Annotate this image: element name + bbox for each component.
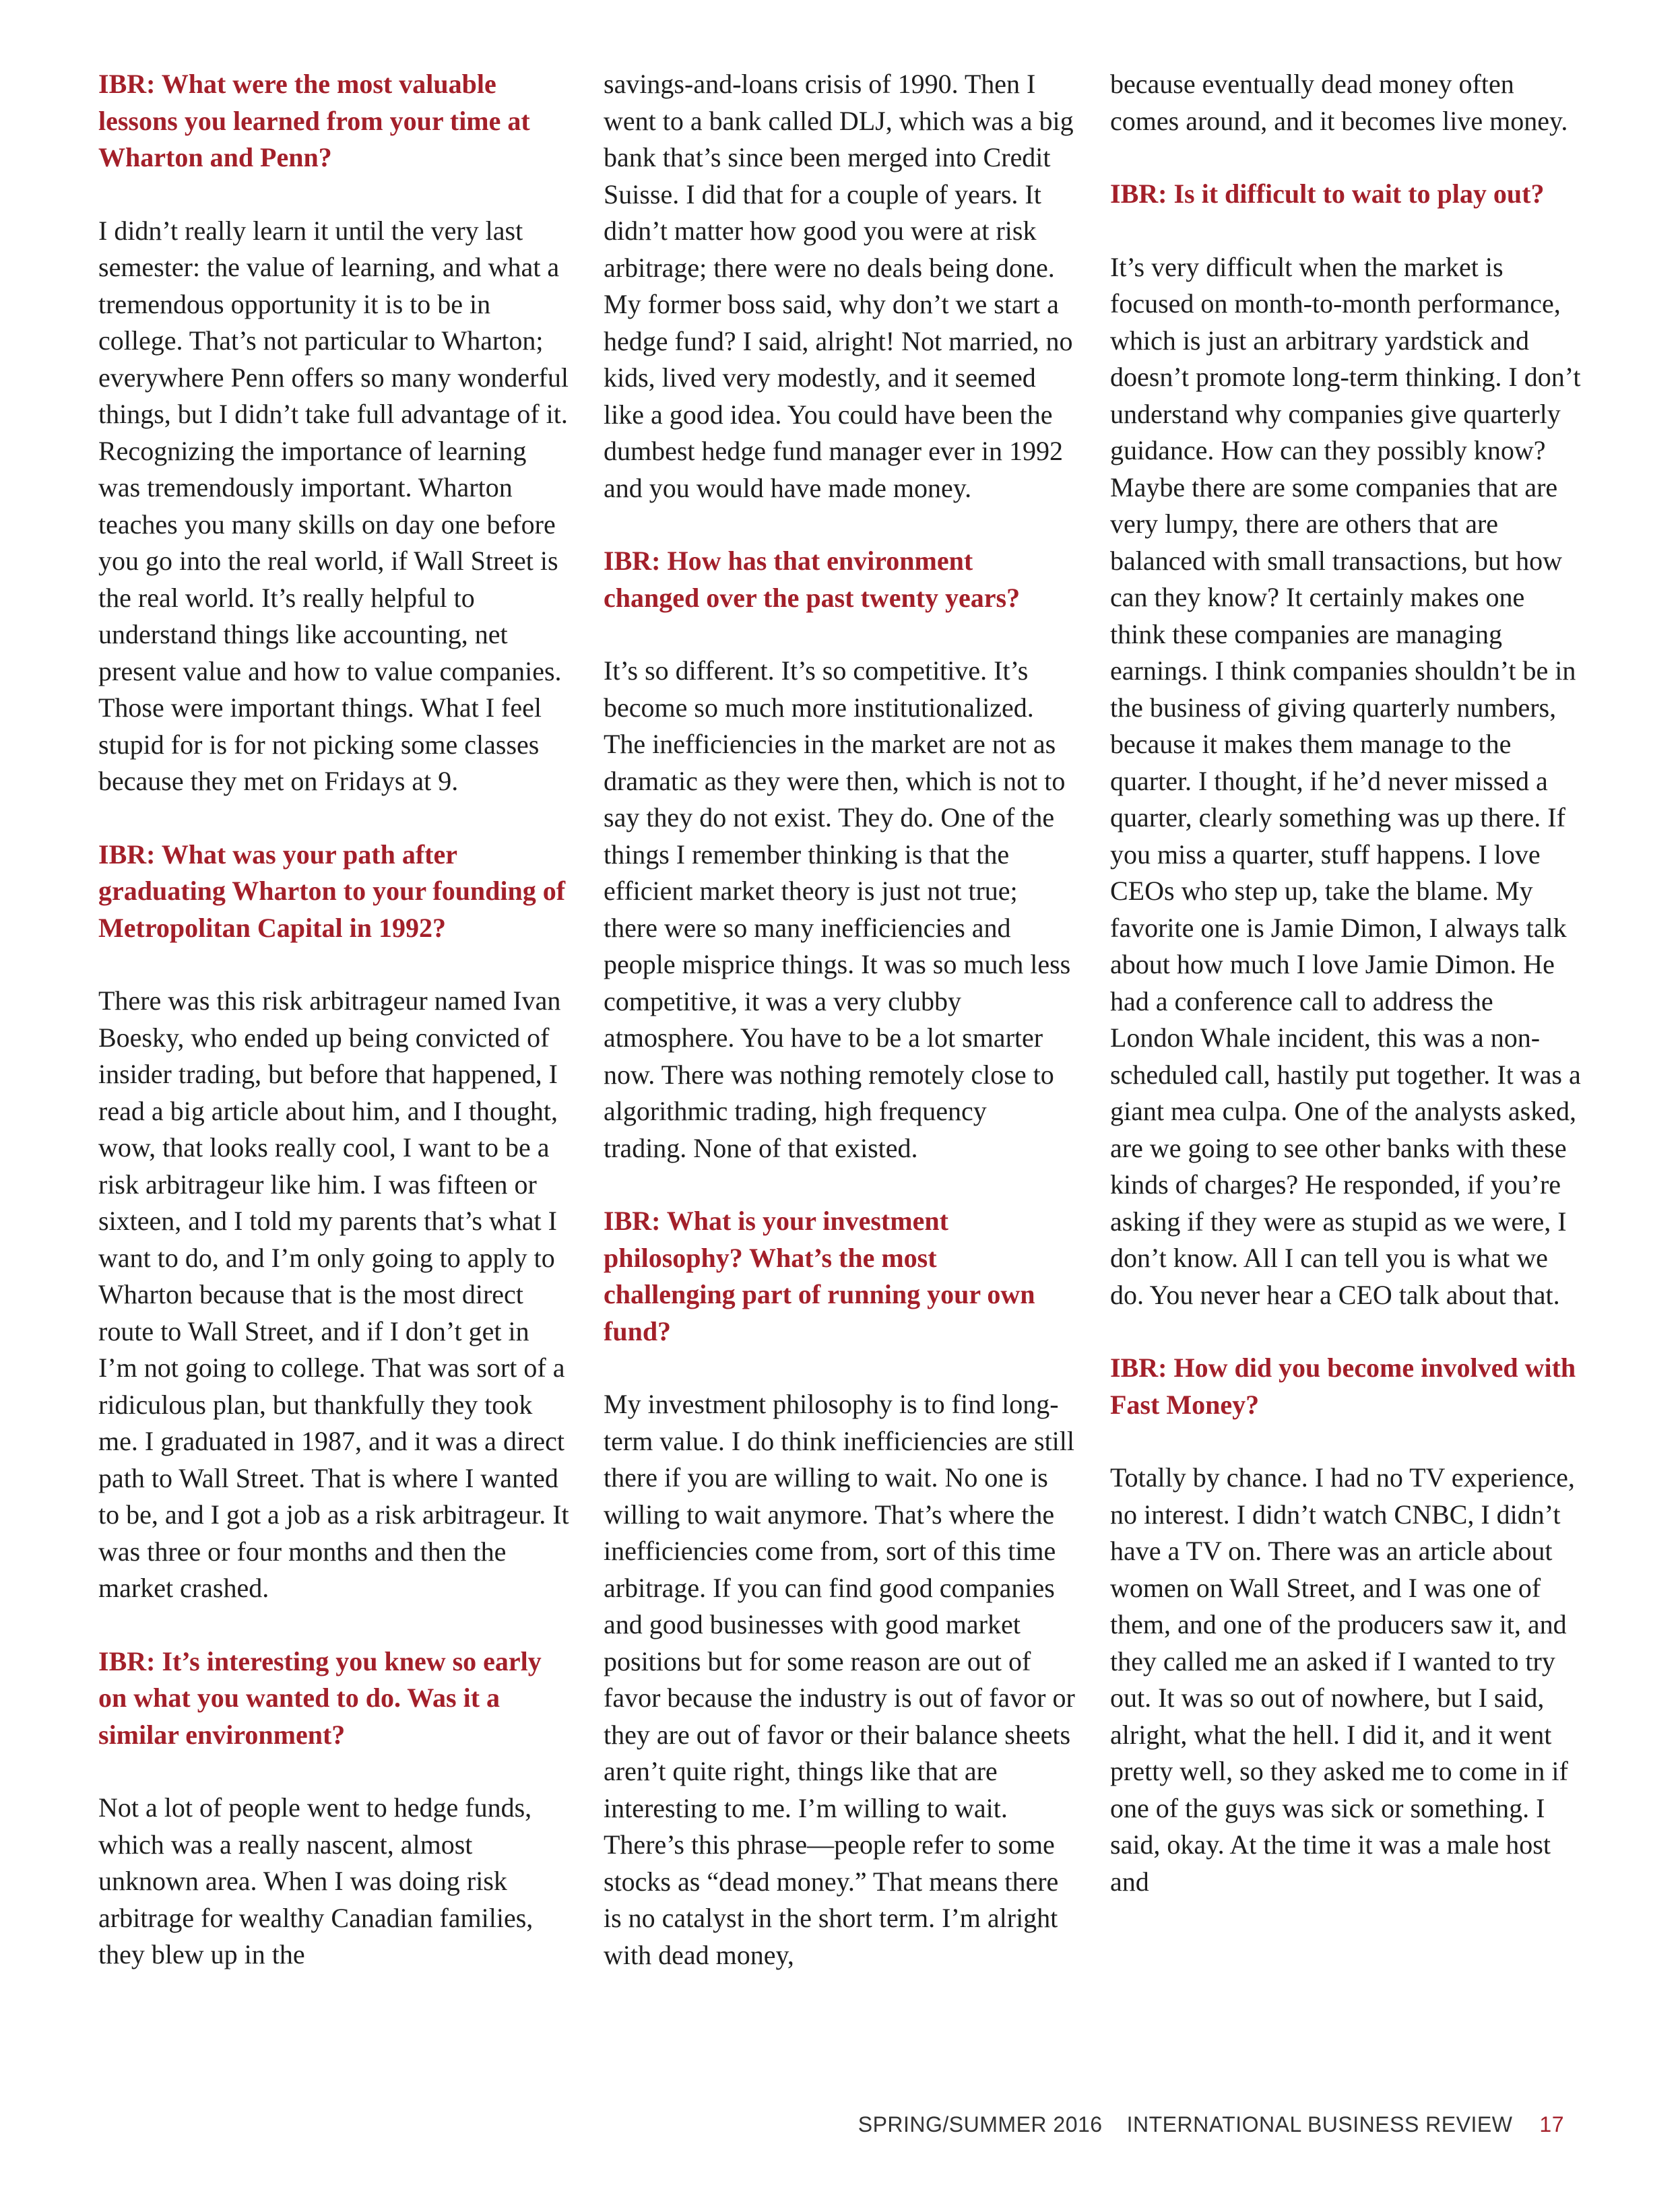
column-left: [98, 66, 570, 1974]
column-middle: [604, 66, 1075, 1974]
answer-paragraph: savings-and-loans crisis of 1990. Then I went to a bank called DLJ, which was a big bank that’s since been merged into Credit Suisse. I did that for a couple of years. It didn’t matter how good you were at risk arbitrage; there were no deals being done. My former boss said, why don’t we start a hedge fund? I said, alright! Not married, no kids, lived very modestly, and it seemed like a good idea. You could have been the dumbest hedge fund manager ever in 1992 and you would have made money.: [604, 69, 1074, 503]
column-right: [1110, 66, 1582, 1900]
answer-paragraph: It’s so different. It’s so competitive. It’s become so much more institutionalized. The inefficiencies in the market are not as dramatic as they were then, which is not to say they do not exist. They do. One of the things I remember thinking is that the efficient market theory is just not true; there were so many inefficiencies and people misprice things. It was so much less competitive, it was a very clubby atmosphere. You have to be a lot smarter now. There was nothing remotely close to algorithmic trading, high frequency trading. None of that existed.: [604, 655, 1071, 1163]
answer-paragraph: Totally by chance. I had no TV experience, no interest. I didn’t watch CNBC, I didn’t have a TV on. There was an article about women on Wall Street, and I was one of them, and one of the producers saw it, and they called me an asked if I wanted to try out. It was so out of nowhere, but I said, alright, what the hell. I did it, and it went pretty well, so they asked me to come in if one of the guys was sick or something. I said, okay. At the time it was a male host and: [1110, 1462, 1575, 1897]
question-heading: IBR: It’s interesting you knew so early on what you wanted to do. Was it a similar environment?: [98, 1645, 542, 1750]
answer-paragraph: There was this risk arbitrageur named Ivan Boesky, who ended up being convicted of insider trading, but before that happened, I read a big article about him, and I thought, wow, that looks really cool, I want to be a risk arbitrageur like him. I was fifteen or sixteen, and I told my parents that’s what I want to do, and I’m only going to apply to Wharton because that is the most direct route to Wall Street, and if I don’t get in I’m not going to college. That was sort of a ridiculous plan, but thankfully they took me. I graduated in 1987, and it was a direct path to Wall Street. That is where I wanted to be, and I got a job as a risk arbitrageur. It was three or four months and then the market crashed.: [98, 985, 569, 1603]
footer-issue: SPRING/SUMMER 2016: [858, 2112, 1103, 2137]
answer-paragraph: I didn’t really learn it until the very last semester: the value of learning, and what a tremendous opportunity it is to be in college. That’s not particular to Wharton; everywhere Penn offers so many wonderful things, but I didn’t take full advantage of it. Recognizing the importance of learning was tremendously important. Wharton teaches you many skills on day one before you go into the real world, if Wall Street is the real world. It’s really helpful to understand things like accounting, net present value and how to value companies. Those were important things. What I feel stupid for is for not picking some classes because they met on Fridays at 9.: [98, 215, 569, 796]
answer-paragraph: It’s very difficult when the market is focused on month-to-month performance, which is just an arbitrary yardstick and doesn’t promote long-term thinking. I don’t understand why companies give quarterly guidance. How can they possibly know? Maybe there are some companies that are very lumpy, there are others that are balanced with small transactions, but how can they know? It certainly makes one think these companies are managing earnings. I think companies shouldn’t be in the business of giving quarterly numbers, because it makes them manage to the quarter. I thought, if he’d never missed a quarter, clearly something was up there. If you miss a quarter, stuff happens. I love CEOs who step up, take the blame. My favorite one is Jamie Dimon, I always talk about how much I love Jamie Dimon. He had a conference call to address the London Whale incident, this was a non-scheduled call, hastily put together. It was a giant mea culpa. One of the analysts asked, are we going to see other banks with these kinds of charges? He responded, if you’re asking if they were as stupid as we were, I don’t know. All I can tell you is what we do. You never hear a CEO talk about that.: [1110, 251, 1581, 1310]
page-footer: [858, 2112, 1564, 2137]
answer-paragraph: Not a lot of people went to hedge funds, which was a really nascent, almost unknown area. When I was doing risk arbitrage for wealthy Canadian families, they blew up in the: [98, 1792, 534, 1969]
question-heading: IBR: What was your path after graduating Wharton to your founding of Metropolitan Capital in 1992?: [98, 839, 566, 943]
answer-paragraph: My investment philosophy is to find long-term value. I do think inefficiencies are still there if you are willing to wait. No one is willing to wait anymore. That’s where the inefficiencies come from, sort of this time arbitrage. If you can find good companies and good businesses with good market positions but for some reason are out of favor because the industry is out of favor or they are out of favor or their balance sheets aren’t quite right, things like that are interesting to me. I’m willing to wait. There’s this phrase—people refer to some stocks as “dead money.” That means there is no catalyst in the short term. I’m alright with dead money,: [604, 1389, 1075, 1970]
footer-publication: INTERNATIONAL BUSINESS REVIEW: [1126, 2112, 1513, 2137]
question-heading: IBR: How has that environment changed over the past twenty years?: [604, 546, 1021, 613]
answer-paragraph: because eventually dead money often comes around, and it becomes live money.: [1110, 69, 1568, 136]
question-heading: IBR: How did you become involved with Fast Money?: [1110, 1352, 1576, 1420]
question-heading: IBR: Is it difficult to wait to play out?: [1110, 178, 1545, 209]
question-heading: IBR: What is your investment philosophy? What’s the most challenging part of running your own fund?: [604, 1206, 1035, 1346]
page-number: 17: [1539, 2112, 1564, 2137]
question-heading: IBR: What were the most valuable lessons you learned from your time at Wharton and Penn?: [98, 69, 530, 172]
